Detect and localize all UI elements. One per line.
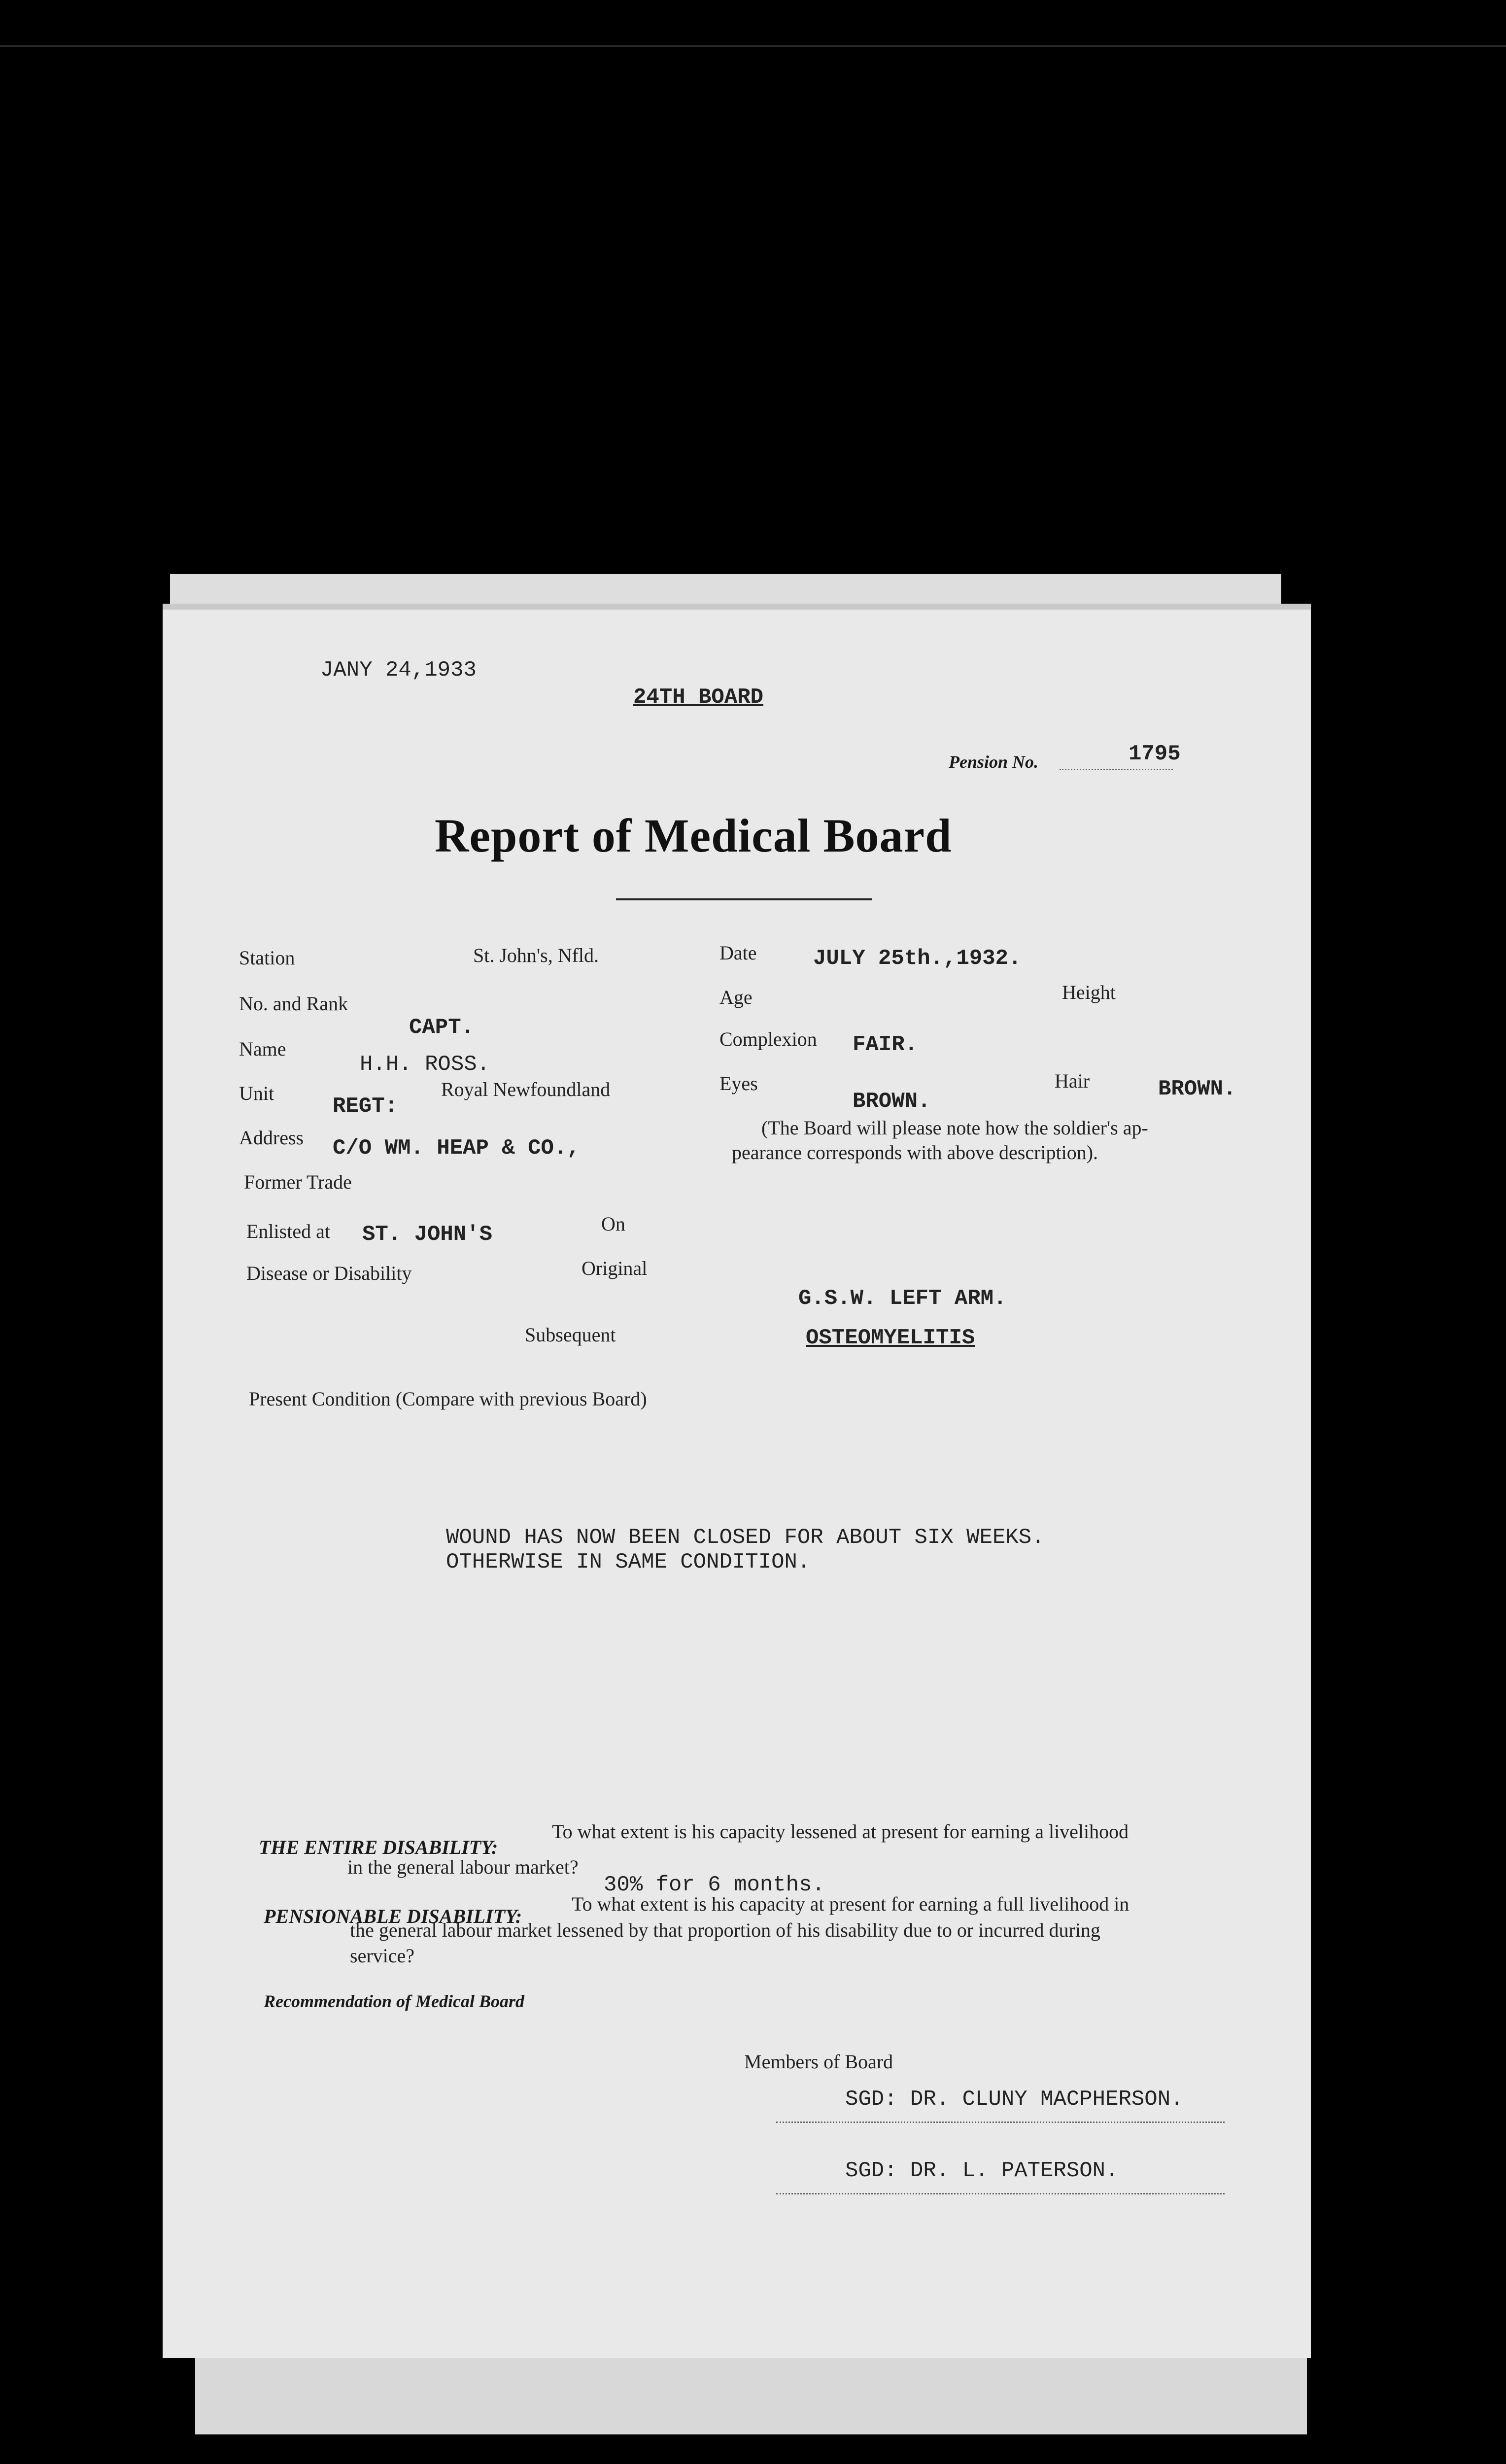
present-condition-label: Present Condition (Compare with previous Board) [249,1388,647,1410]
board-number: 24TH BOARD [633,685,764,710]
complexion-label: Complexion [719,1028,817,1050]
medical-board-report [163,604,1311,2358]
address-label: Address [239,1127,304,1149]
condition-line2: OTHERWISE IN SAME CONDITION. [446,1550,811,1574]
pensionable-question1: To what extent is his capacity at present for earning a full livelihood in [572,1893,1130,1915]
subsequent-label: Subsequent [525,1324,616,1346]
pension-number: 1795 [1129,742,1181,766]
enlisted-value: ST. JOHN'S [362,1222,493,1247]
pension-line [1060,769,1173,770]
pensionable-disability-label: PENSIONABLE DISABILITY: [264,1905,522,1927]
date-value: JULY 25th.,1932. [813,946,1022,971]
pensionable-question3: service? [350,1945,415,1967]
unit-typed-value: REGT: [333,1094,398,1119]
signature-1: SGD: DR. CLUNY MACPHERSON. [845,2087,1184,2112]
title-underline [616,898,872,900]
entire-disability-label: THE ENTIRE DISABILITY: [259,1836,498,1858]
signature-line-2 [776,2193,1225,2194]
eyes-value: BROWN. [853,1089,931,1114]
date-stamp: JANY 24,1933 [320,658,477,683]
rank-label: No. and Rank [239,992,348,1015]
pensionable-question2: the general labour market lessened by that proportion of his disability due to or incurred during [350,1919,1100,1941]
entire-disability-question: To what extent is his capacity lessened at present for earning a livelihood [552,1820,1129,1843]
disease-label: Disease or Disability [246,1262,412,1284]
entire-disability-value: 30% for 6 months. [604,1873,825,1897]
condition-line1: WOUND HAS NOW BEEN CLOSED FOR ABOUT SIX WEEKS. [446,1525,1045,1550]
name-label: Name [239,1038,286,1060]
on-label: On [601,1213,625,1235]
rank-value: CAPT. [409,1015,475,1040]
name-value: H.H. ROSS. [360,1052,490,1077]
height-label: Height [1062,981,1116,1003]
original-label: Original [582,1257,648,1279]
station-value: St. John's, Nfld. [473,944,599,966]
unit-printed-value: Royal Newfoundland [441,1078,611,1100]
former-trade-label: Former Trade [244,1171,352,1193]
page-title: Report of Medical Board [435,809,952,862]
members-label: Members of Board [744,2051,893,2073]
age-label: Age [719,986,753,1008]
enlisted-label: Enlisted at [246,1220,330,1242]
hair-label: Hair [1055,1070,1090,1092]
date-label: Date [719,942,757,964]
address-value: C/O WM. HEAP & CO., [333,1136,580,1161]
unit-label: Unit [239,1082,274,1104]
recommendation-label: Recommendation of Medical Board [264,1991,524,2011]
entire-disability-question2: in the general labour market? [347,1856,579,1878]
subsequent-disability-value: OSTEOMYELITIS [806,1326,975,1350]
original-disability-value: G.S.W. LEFT ARM. [798,1286,1007,1311]
board-note-line2: pearance corresponds with above description). [732,1141,1098,1164]
top-border-line [0,45,1506,47]
signature-2: SGD: DR. L. PATERSON. [845,2158,1119,2183]
board-note-line1: (The Board will please note how the soldier's ap- [761,1117,1148,1139]
complexion-value: FAIR. [853,1032,918,1057]
station-label: Station [239,947,295,969]
hair-value: BROWN. [1158,1077,1236,1101]
pension-label: Pension No. [949,752,1039,772]
eyes-label: Eyes [719,1072,758,1095]
signature-line-1 [776,2122,1225,2123]
